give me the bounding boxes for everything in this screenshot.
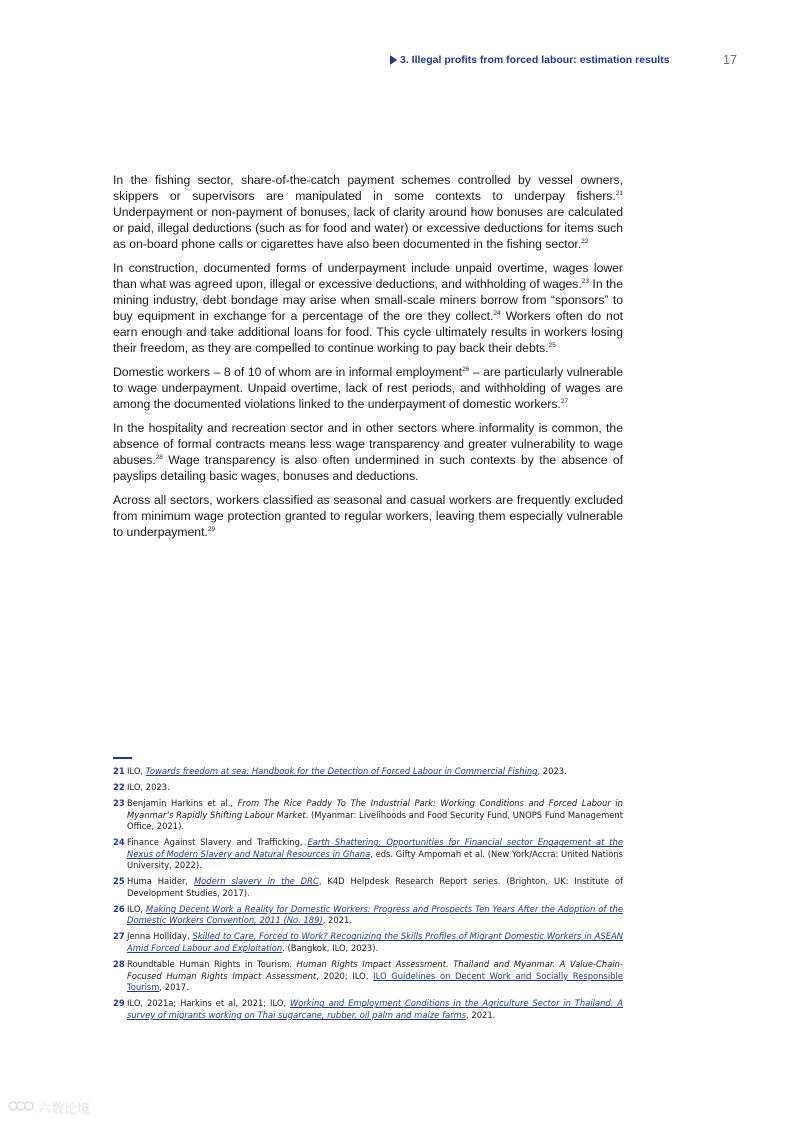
paragraph-fishing: In the fishing sector, share-of-the-catch payment schemes controlled by vessel owners, skippers or supervisors are manipulated in some contexts to underpay fishers.$^{21}$ Underpayment or non-payment of bonuses, lack of clarity around how bonuses are calculated or paid, illegal deductions (such as for food and water) or excessive deductions for items such as on-board phone calls or cigarettes have also been documented in the fishing sector.$^{22}$: [113, 173, 623, 251]
footnote-22: 22 ILO, 2023.: [113, 781, 170, 792]
section-title: 3. Illegal profits from forced labour: estimation results: [400, 54, 670, 66]
footnote-26: 26 ILO, Making Decent Work a Reality for Domestic Workers: Progress and Prospects Ten Years After the Adoption of the Domestic Workers Convention, 2011 (No. 189), 2021.: [113, 903, 623, 926]
footnote-link[interactable]: Working and Employment Conditions in the Agriculture Sector in Thailand. A survey of migrants working on Thai sugarcane, rubber, oil palm and maize farms: [127, 998, 623, 1020]
footnote-23: 23 Benjamin Harkins et al., From The Rice Paddy To The Industrial Park: Working Conditions and Forced Labour in Myanmar’s Rapidly Shifting Labour Market. (Myanmar: Livelihoods and Food Security Fund, UNOPS Fund Management Office, 2021).: [113, 797, 624, 832]
running-header: [0, 54, 793, 70]
paragraph-all-sectors: Across all sectors, workers classified as seasonal and casual workers are frequently excluded from minimum wage protection granted to regular workers, leaving them especially vulnerable to underpayment.$^{29}$: [113, 493, 623, 539]
paragraph-hospitality: In the hospitality and recreation sector and in other sectors where informality is common, the absence of formal contracts means less wage transparency and greater vulnerability to wage abuses.$^{28}$ Wage transparency is also often undermined in such contexts by the absence of payslips detailing basic wages, bonuses and deductions.: [113, 421, 623, 483]
footnote-24: 24 Finance Against Slavery and Trafficking, Earth Shattering: Opportunities for Financial sector Engagement at the Nexus of Modern Slavery and Natural Resources in Ghana, eds. Gifty Ampomah et al. (New York/Accra: United Nations University, 2022).: [113, 837, 624, 871]
footnote-link[interactable]: Modern slavery in the DRC: [193, 876, 319, 887]
footnote-ref[interactable]: 23: [581, 278, 589, 285]
watermark: [8, 1097, 108, 1117]
footnote-27: 27 Jenna Holliday, Skilled to Care, Forced to Work? Recognizing the Skills Profiles of Migrant Domestic Workers in ASEAN Amid Forced Labour and Exploitation. (Bangkok, ILO, 2023).: [113, 931, 623, 954]
footnote-25: 25 Huma Haider, Modern slavery in the DRC, K4D Helpdesk Research Report series. (Brighton, UK: Institute of Development Studies, 2017).: [113, 876, 624, 898]
footnote-ref[interactable]: 22: [581, 238, 589, 245]
footnote-ref[interactable]: 28: [155, 454, 163, 461]
footnote-ref[interactable]: 21: [615, 190, 623, 197]
footnote-ref[interactable]: 29: [207, 526, 216, 533]
footnote-link[interactable]: Skilled to Care, Forced to Work? Recognizing the Skills Profiles of Migrant Domestic Workers in ASEAN Amid Forced Labour and Exploitation: [127, 931, 623, 954]
footnote-link[interactable]: Making Decent Work a Reality for Domestic Workers: Progress and Prospects Ten Years After the Adoption of the Domestic Workers Convention, 2011 (No. 189): [127, 903, 623, 926]
footnote-ref[interactable]: 26: [462, 366, 470, 373]
footnotes: [113, 766, 623, 1026]
footnote-link[interactable]: Earth Shattering: Opportunities for Financial sector Engagement at the Nexus of Modern Slavery and Natural Resources in Ghana: [127, 837, 623, 859]
body-text: [113, 172, 623, 548]
footnote-divider: [113, 757, 132, 759]
footnote-21: 21 ILO, Towards freedom at sea: Handbook for the Detection of Forced Labour in Commercial Fishing, 2023.: [113, 766, 567, 776]
footnote-link[interactable]: Towards freedom at sea: Handbook for the Detection of Forced Labour in Commercial Fishing: [145, 766, 538, 776]
footnote-link[interactable]: ILO Guidelines on Decent Work and Socially Responsible Tourism: [127, 970, 623, 993]
triangle-right-icon: [390, 55, 397, 65]
watermark-text: 六数论境: [38, 1102, 91, 1117]
footnote-ref[interactable]: 27: [560, 398, 569, 405]
footnote-ref[interactable]: 25: [548, 342, 556, 349]
paragraph-domestic: Domestic workers – 8 of 10 of whom are in informal employment$^{26}$ – are particularly vulnerable to wage underpayment. Unpaid overtime, lack of rest periods, and withholding of wages are among the documented violations linked to the underpayment of domestic workers.$^{27}$: [113, 365, 623, 411]
footnote-ref[interactable]: 24: [493, 310, 501, 317]
footnote-29: 29 ILO, 2021a; Harkins et al, 2021; ILO, Working and Employment Conditions in the Agriculture Sector in Thailand. A survey of migrants working on Thai sugarcane, rubber, oil palm and maize farms, 2021.: [113, 998, 623, 1020]
paragraph-construction: In construction, documented forms of underpayment include unpaid overtime, wages lower than what was agreed upon, illegal or excessive deductions, and withholding of wages.$^{23}$ In the mining industry, debt bondage may arise when small-scale miners borrow from “sponsors” to buy equipment in exchange for a percentage of the ore they collect.$^{24}$ Workers often do not earn enough and take additional loans for food. This cycle ultimately results in workers losing their freedom, as they are compelled to continue working to pay back their debts.$^{25}$: [113, 261, 624, 355]
page-number: 17: [723, 53, 737, 67]
footnote-28: 28 Roundtable Human Rights in Tourism. Human Rights Impact Assessment. Thailand and Myanmar. A Value-Chain-Focused Human Rights Impact Assessment, 2020; ILO, ILO Guidelines on Decent Work and Socially Responsible Tourism, 2017.: [113, 959, 624, 993]
watermark-logo-icon: [8, 1099, 34, 1113]
